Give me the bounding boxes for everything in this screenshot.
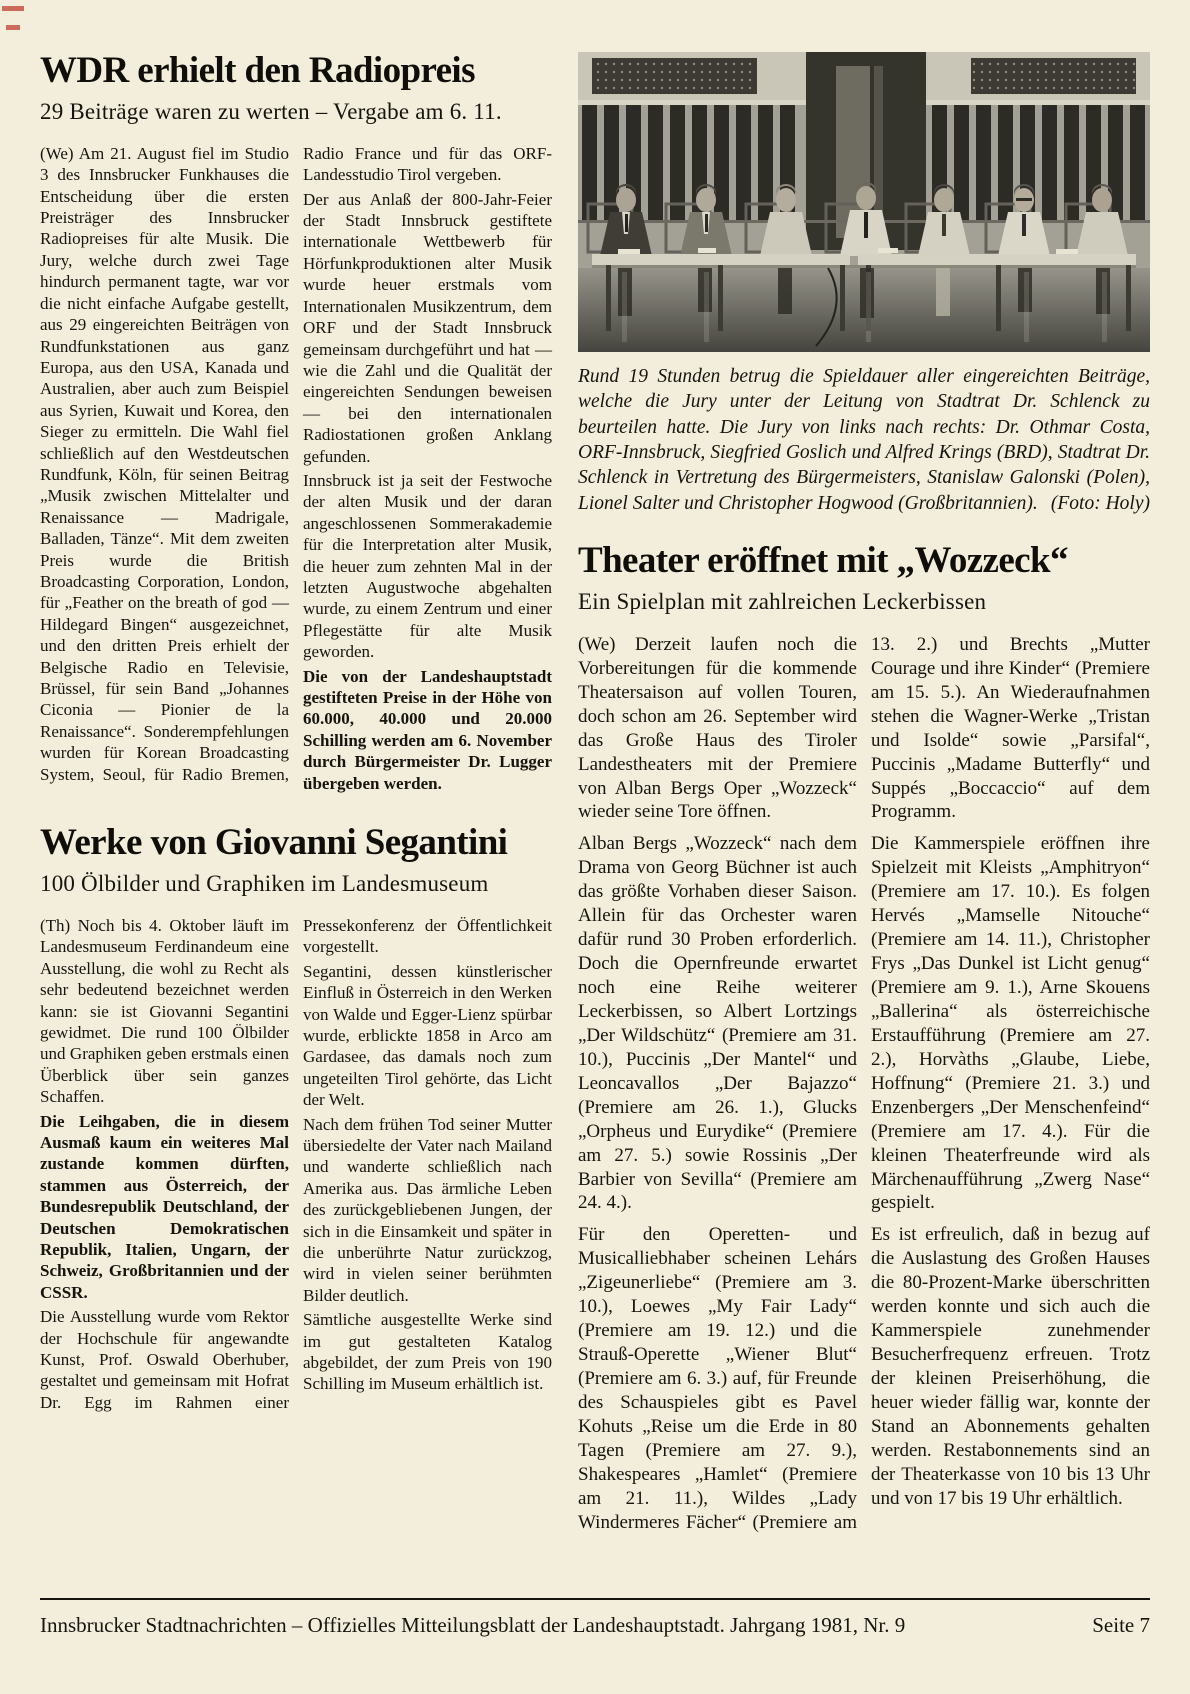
wdr-paragraph-1: (We) Am 21. August fiel im Studio 3 des Innsbrucker Funkhauses die Entscheidung über die ersten Preisträger des Innsbrucker Radiopreises für alte Musik. Die Jury, welche durch zwei Tage hindurch permanent tagte, war vor die nicht einfache Aufgabe gestellt, aus 29 eingereichten Beiträgen von Rundfunkstationen aus ganz Europa, aus den USA, Kanada und Australien, aber auch zum Beispiel aus Syrien, Kuwait und Korea, den Sieger zu ermitteln. Die Wahl fiel schließlich auf den Westdeutschen Rundfunk, Köln, für seinen Beitrag „Musik zwischen Mittelalter und Renaissance — Madrigale, Balladen, Tänze“. Mit dem zweiten Preis wurde die British Broadcasting Corporation, London, für „Feather on the breath of god — Hildegard Bingen“ ausgezeichnet, und den dritten Preis erhielt der Belgische Radio en Televisie, Brüssel, für sein Band „Johannes Ciconia — Pionier de la Renaissance“. Sonderempfehlungen wurden für Korean Broadcasting System, Seoul, für Radio Bremen, Radio France und für das ORF-Landesstudio Tirol vergeben.: [40, 143, 552, 784]
theater-paragraph-3: Für den Operetten- und Musicalliebhaber scheinen Lehárs „Zigeunerliebe“ (Premiere am 3. 10.), Loewes „My Fair Lady“ (Premiere am 19. 12.) und die Strauß-Operette „Wiener Blut“ (Premiere am 6. 3.) auf, für Freunde des Schauspieles gibt es Pavel Kohuts „Reise um die Erde in 80 Tagen (Premiere am 27. 9.), Shakespeares „Hamlet“ (Premiere am 21. 11.), Wildes „Lady Windermeres Fächer“ (Premiere am 13. 2.) und Brechts „Mutter Courage und ihre Kinder“ (Premiere am 15. 5.). An Wiederaufnahmen stehen die Wagner-Werke „Tristan und Isolde“ sowie „Parsifal“, Puccinis „Madame Butterfly“ und Suppés „Boccaccio“ auf dem Programm.: [578, 633, 1150, 1533]
wdr-subtitle: 29 Beiträge waren zu werten – Vergabe am 6. 11.: [40, 98, 502, 124]
segantini-paragraph-3: Die Ausstellung wurde vom Rektor der Hochschule für angewandte Kunst, Prof. Oswald Oberhuber, gestaltet und gemeinsam mit Hofrat Dr. Egg im Rahmen einer Pressekonferenz der Öffentlichkeit vorgestellt.: [40, 915, 552, 1412]
article-wdr-radiopreis: [40, 52, 552, 794]
wdr-paragraph-3: Innsbruck ist ja seit der Festwoche der alten Musik und der daran angeschlossenen Sommerakademie für die Interpretation alter Musik, die heuer zum zehnten Mal in der letzten Augustwoche abgehalten wurde, zu einem Zentrum und einer Pflegestätte für alte Musik geworden.: [303, 470, 552, 662]
theater-paragraph-1: (We) Derzeit laufen noch die Vorbereitungen für die kommende Theatersaison auf vollen Touren, doch schon am 26. September wird das Große Haus des Tiroler Landestheaters mit der Premiere von Alban Bergs Oper „Wozzeck“ wieder seine Tore öffnen.: [578, 633, 857, 823]
photo-caption: [578, 364, 1150, 516]
theater-paragraph-5: Es ist erfreulich, daß in bezug auf die Auslastung des Großen Hauses die 80-Prozent-Marke überschritten werden konnte und sich auch die Kammerspiele zunehmender Besucherfrequenz erfreuen. Trotz der kleinen Preiserhöhung, die heuer wieder fällig war, konnte der Stand an Abonnements gehalten werden. Restabonnements sind an der Theaterkasse von 10 bis 13 Uhr und von 17 bis 19 Uhr erhältlich.: [871, 1224, 1150, 1509]
segantini-paragraph-loans-bold: Die Leihgaben, die in diesem Ausmaß kaum ein weiteres Mal zustande kommen dürften, stammen aus Österreich, der Bundesrepublik Deutschland, der Deutschen Demokratischen Republik, Italien, Ungarn, der Schweiz, Großbritannien und der CSSR.: [40, 1111, 289, 1302]
theater-subtitle: Ein Spielplan mit zahlreichen Leckerbissen: [578, 588, 987, 614]
wdr-paragraph-2: Der aus Anlaß der 800-Jahr-Feier der Stadt Innsbruck gestiftete internationale Wettbewerb für Hörfunkproduktionen alter Musik wurde heuer erstmals vom Internationalen Musikzentrum, dem ORF und der Stadt Innsbruck gemeinsam durchgeführt und hat — wie die Zahl und die Qualität der eingereichten Sendungen beweisen — bei den internationalen Radiostationen großen Anklang gefunden.: [303, 189, 552, 466]
left-column-stack: [40, 52, 552, 1535]
theater-paragraph-4: Die Kammerspiele eröffnen ihre Spielzeit mit Kleists „Amphitryon“ (Premiere am 17. 10.). Es folgen Hervés „Mamselle Nitouche“ (Premiere am 14. 11.), Christopher Frys „Das Dunkel ist Licht genug“ (Premiere am 9. 1.), Arne Skouens „Ballerina“ als österreichische Erstaufführung (Premiere am 27. 2.), Horvàths „Glaube, Liebe, Hoffnung“ (Premiere 21. 3.) und Enzenbergers „Der Menschenfeind“ (Premiere am 17. 4.). Für die kleinen Theaterfreunde wird als Märchenaufführung „Zwerg Nase“ gespielt.: [871, 833, 1150, 1214]
segantini-paragraph-4: Segantini, dessen künstlerischer Einfluß in Österreich in den Werken von Walde und Egger-Lienz spürbar wurde, erblickte 1858 in Arco am Gardasee, das damals noch zum ungeteilten Tirol gehörte, das Licht der Welt.: [303, 961, 552, 1110]
segantini-subtitle: 100 Ölbilder und Graphiken im Landesmuseum: [40, 870, 489, 896]
footer-page-number: Seite 7: [1092, 1613, 1150, 1637]
theater-headline: Theater eröffnet mit „Wozzeck“: [578, 540, 1068, 582]
wdr-headline: WDR erhielt den Radiopreis: [40, 50, 475, 91]
footer-rule: [40, 1598, 1150, 1600]
segantini-body: [40, 915, 552, 1413]
jury-photo: [578, 52, 1150, 352]
article-segantini: [40, 824, 552, 1413]
segantini-headline: Werke von Giovanni Segantini: [40, 822, 508, 864]
segantini-paragraph-6: Sämtliche ausgestellte Werke sind im gut gestalteten Katalog abgebildet, der zum Preis von 190 Schilling im Museum erhältlich ist.: [303, 1310, 552, 1394]
theater-paragraph-2: Alban Bergs „Wozzeck“ nach dem Drama von Georg Büchner ist auch das größte Vorhaben dieser Saison. Allein für das Orchester waren dafür rund 30 Proben erforderlich. Doch die Opernfreunde erwartet noch eine Reihe weiterer Leckerbissen, so Albert Lortzings „Der Wildschütz“ (Premiere am 31. 10.), Puccinis „Der Mantel“ und Leoncavallos „Der Bajazzo“ (Premiere am 26. 1.), Glucks „Orpheus und Eurydike“ (Premiere am 27. 5.) sowie Rossinis „Der Barbier von Sevilla“ (Premiere am 24. 4.).: [578, 833, 857, 1214]
wdr-body: [40, 143, 552, 794]
segantini-paragraph-1: (Th) Noch bis 4. Oktober läuft im Landesmuseum Ferdinandeum eine Ausstellung, die wohl zu Recht als sehr bedeutend bezeichnet werden kann: sie ist Giovanni Segantini gewidmet. Die rund 100 Ölbilder und Graphiken geben erstmals einen Überblick über sein ganzes Schaffen.: [40, 915, 289, 1107]
wdr-paragraph-prizes-bold: Die von der Landeshauptstadt gestifteten Preise in der Höhe von 60.000, 40.000 und 20.000 Schilling werden am 6. November durch Bürgermeister Dr. Lugger übergeben werden.: [303, 666, 552, 793]
article-theater-wozzeck: [578, 542, 1150, 1535]
theater-body: [578, 633, 1150, 1535]
right-column-stack: [578, 52, 1150, 1535]
footer-imprint: Innsbrucker Stadtnachrichten – Offizielles Mitteilungsblatt der Landeshauptstadt. Jahrgang 1981, Nr. 9: [40, 1613, 906, 1637]
photo-credit: (Foto: Holy): [1050, 492, 1150, 514]
photo-caption-text: Rund 19 Stunden betrug die Spieldauer aller eingereichten Beiträge, welche die Jury unter der Leitung von Stadtrat Dr. Schlenck zu beurteilen hatte. Die Jury von links nach rechts: Dr. Othmar Costa, ORF-Innsbruck, Siegfried Goslich und Alfred Krings (BRD), Stadtrat Dr. Schlenck in Vertretung des Bürgermeisters, Stanislaw Galonski (Polen), Lionel Salter und Christopher Hogwood (Großbritannien).: [578, 366, 1150, 514]
footer: [40, 1613, 1150, 1638]
segantini-paragraph-5: Nach dem frühen Tod seiner Mutter übersiedelte der Vater nach Mailand und wanderte schließlich nach Amerika aus. Das ärmliche Leben des zurückgebliebenen Jungen, der sich in die Einsamkeit und später in die unberührte Natur zurückzog, wird in vielen seiner berühmten Bilder deutlich.: [303, 1114, 552, 1305]
print-registration-mark: [2, 6, 28, 40]
